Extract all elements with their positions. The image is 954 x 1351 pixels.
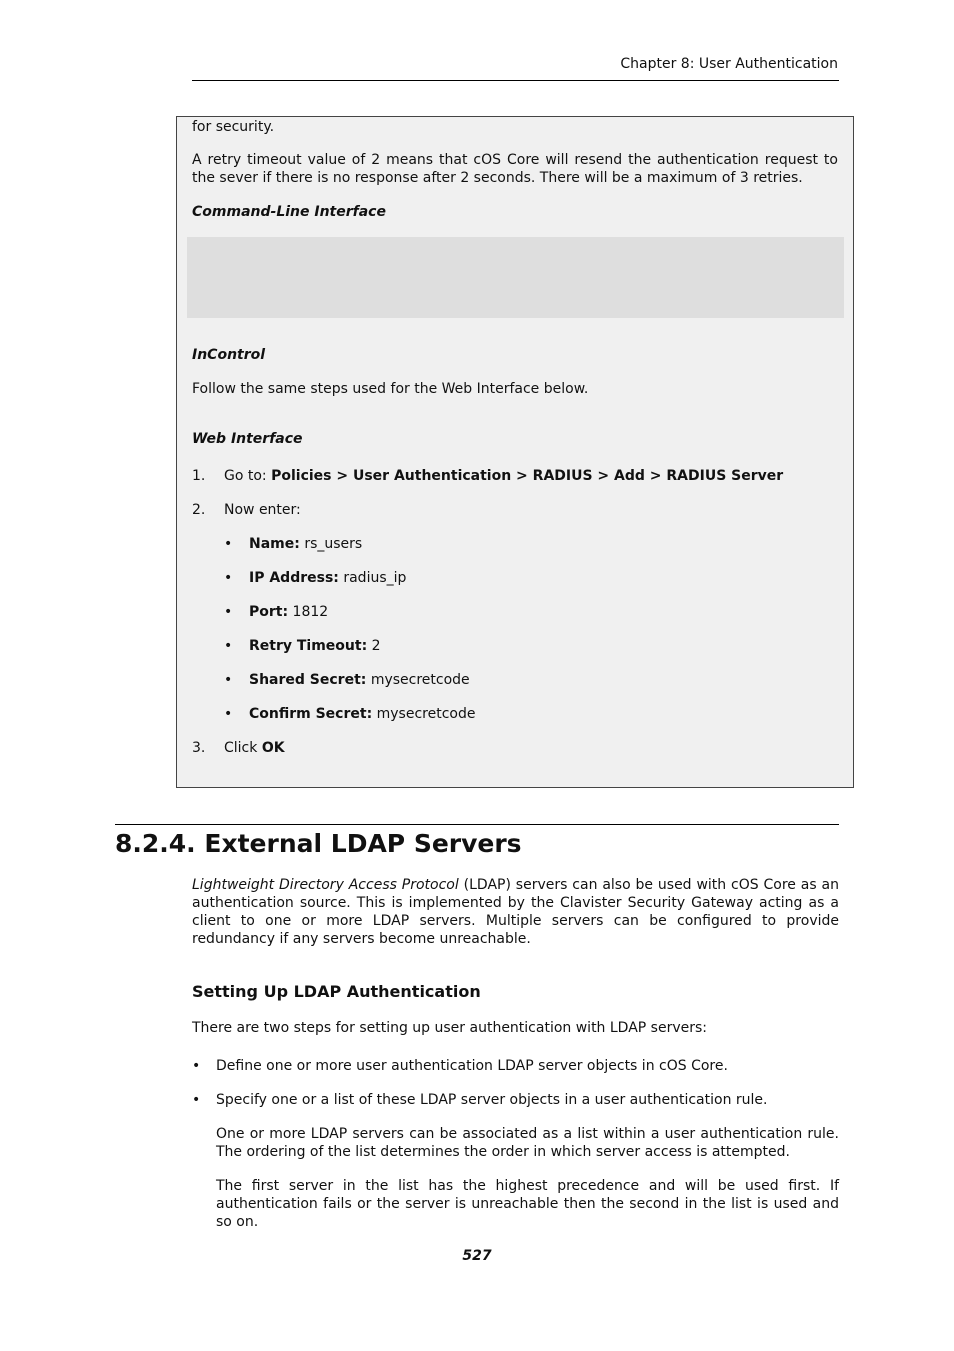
retry-paragraph: A retry timeout value of 2 means that cOS Core will resend the authentication request to the sever if there is no response after 2 seconds. There will be a maximum of 3 retries. (192, 152, 838, 186)
example-box (176, 116, 854, 788)
step-number: 2. (192, 502, 206, 518)
ldap-italic-term: Lightweight Directory Access Protocol (192, 877, 459, 893)
step-text: Go to: (224, 468, 272, 484)
cli-heading: Command-Line Interface (192, 204, 386, 220)
bullet-icon: • (192, 1058, 201, 1074)
step-text: Now enter: (224, 502, 301, 518)
field-label: Name: (249, 536, 300, 552)
cli-code-block (187, 237, 844, 318)
page-number: 527 (462, 1248, 492, 1264)
bullet-icon: • (224, 570, 233, 586)
field-value: mysecretcode (370, 672, 470, 688)
step-text: Click (224, 740, 262, 756)
menu-path: Policies > User Authentication > RADIUS > Add > RADIUS Server (271, 468, 784, 484)
steps-intro: There are two steps for setting up user authentication with LDAP servers: (192, 1020, 708, 1036)
list-item-text: Specify one or a list of these LDAP server objects in a user authentication rule. (216, 1092, 768, 1108)
bullet-icon: • (224, 536, 233, 552)
web-interface-heading: Web Interface (192, 431, 303, 447)
subheading: Setting Up LDAP Authentication (192, 982, 481, 1001)
field-label: IP Address: (249, 570, 339, 586)
field-label: Retry Timeout: (249, 638, 368, 654)
bullet-icon: • (192, 1092, 201, 1108)
bullet-icon: • (224, 638, 233, 654)
section-title: 8.2.4. External LDAP Servers (115, 829, 522, 858)
precedence-paragraph: The first server in the list has the highest precedence and will be used first. If authentication fails or the server is unreachable then the second in the list is used and so on. (216, 1178, 839, 1230)
ok-label: OK (261, 740, 285, 756)
step-number: 1. (192, 468, 206, 484)
field-label: Shared Secret: (249, 672, 367, 688)
field-value: 2 (371, 638, 381, 654)
intro-tail: for security. (192, 119, 275, 135)
ldap-intro-text: (LDAP) servers can also be used with cOS Core as an authentication source. This is implemented by the Clavister Security Gateway acting as a client to one or more LDAP servers. Multiple servers can be configured to provide redundancy if any servers become unreachable. (192, 877, 839, 947)
field-value: mysecretcode (376, 706, 476, 722)
bullet-icon: • (224, 604, 233, 620)
field-label: Confirm Secret: (249, 706, 373, 722)
incontrol-heading: InControl (192, 347, 266, 363)
ldap-intro-paragraph (192, 876, 839, 948)
ordering-paragraph: One or more LDAP servers can be associated as a list within a user authentication rule. The ordering of the list determines the order in which server access is attempted. (216, 1126, 839, 1160)
list-item-text: Define one or more user authentication LDAP server objects in cOS Core. (216, 1058, 728, 1074)
field-value: radius_ip (343, 570, 407, 586)
section-rule (115, 824, 839, 825)
field-label: Port: (249, 604, 289, 620)
bullet-icon: • (224, 706, 233, 722)
field-value: rs_users (304, 536, 363, 552)
step-number: 3. (192, 740, 206, 756)
bullet-icon: • (224, 672, 233, 688)
header-rule (192, 80, 839, 81)
incontrol-text: Follow the same steps used for the Web Interface below. (192, 381, 589, 397)
chapter-header: Chapter 8: User Authentication (620, 56, 838, 72)
field-value: 1812 (292, 604, 329, 620)
